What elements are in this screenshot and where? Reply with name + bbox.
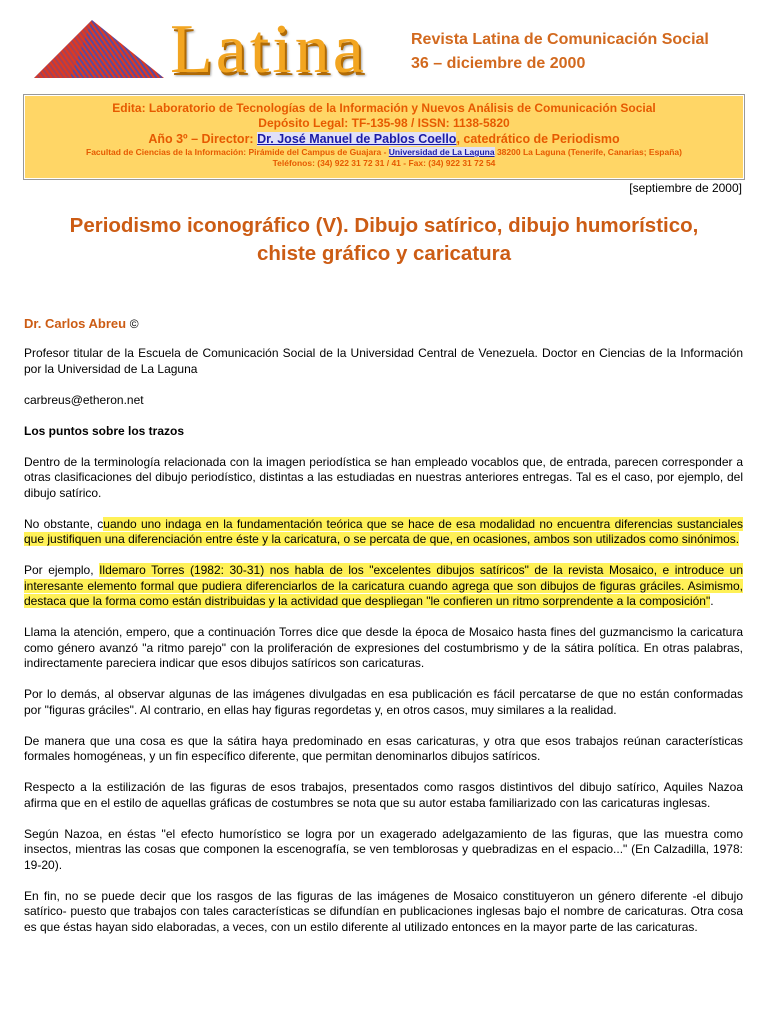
paragraph: De manera que una cosa es que la sátira haya predominado en esas caricaturas, y otra que esos trabajos reúnan características formales homogéneas, y un fin específico diferente, que permitan denominarlos dibujos satíricos. [24, 733, 743, 763]
issue-line [411, 52, 709, 76]
legal-deposit-line: Depósito Legal: TF-135-98 / ISSN: 1138-5820 [258, 116, 510, 130]
section-heading: Los puntos sobre los trazos [24, 423, 185, 438]
paragraph: Por lo demás, al observar algunas de las imágenes divulgadas en esa publicación es fácil percatarse de que no están conformadas por "figuras gráciles". Al contrario, en ellas hay figuras regordetas y, en otros casos, muy similares a la realidad. [24, 687, 743, 717]
issue-date: – diciembre de 2000 [433, 55, 586, 72]
paragraph: Dentro de la terminología relacionada con la imagen periodística se han empleado vocablos que, de entrada, parecen corresponder a otras clasificaciones del dibujo periodístico, distintas a las estudiadas en nuestras anteriores entregas. Tal es el caso, por ejemplo, del dibujo satírico. [24, 454, 743, 500]
faculty-address-line: Facultad de Ciencias de la Información: Pirámide del Campus de Guajara - Universidad de La Laguna 38200 La Laguna (Tenerife, Canarias; España) [86, 147, 682, 157]
highlighted-text: uando uno indaga en la fundamentación teórica que se hace de esa modalidad no encuentra diferencias sustanciales que justifiquen una diferenciación entre éste y la caricatura, o se percata de que, en ocasiones, ambos son utilizados como sinónimos. [24, 516, 743, 546]
author-bio: Profesor titular de la Escuela de Comunicación Social de la Universidad Central de Venezuela. Doctor en Ciencias de la Información por la Universidad de La Laguna [24, 346, 743, 376]
striped-triangle-logo-icon [30, 14, 170, 90]
paragraph: Por ejemplo, Ildemaro Torres (1982: 30-31) nos habla de los "excelentes dibujos satíricos" de la revista Mosaico, e introduce un interesante elemento formal que pudiera diferenciarlos de la caricatura cuando agrega que son dibujos de figuras gráciles. Asimismo, destaca que la forma como están distribuidas y la actividad que despliegan "le confieren un ritmo sorprendente a la composición". [24, 563, 743, 608]
article-body [24, 346, 743, 951]
masthead [411, 28, 709, 76]
paragraph: Según Nazoa, en éstas "el efecto humorístico se logra por un exagerado adelgazamiento de las figuras, que las muestra como insectos, mientras las cosas que componen la escenografía, se ven temblorosas y quebradizas en el espacio..." (En Calzadilla, 1978: 19-20). [24, 826, 743, 872]
paragraph: Respecto a la estilización de las figuras de esos trabajos, presentados como rasgos distintivos del dibujo satírico, Aquiles Nazoa afirma que en el estilo de aquellas gráficas de costumbres se nota que su autor estaba familiarizado con las caricaturas inglesas. [24, 780, 743, 810]
university-link[interactable]: Universidad de La Laguna [388, 147, 495, 157]
logo-wordmark: Latina [170, 11, 367, 88]
copyright-symbol: © [129, 317, 139, 331]
director-link[interactable]: Dr. José Manuel de Pablos Coello [257, 132, 457, 146]
article-title: Periodismo iconográfico (V). Dibujo satírico, dibujo humorístico, chiste gráfico y caricatura [69, 214, 699, 265]
publisher-info-box [24, 95, 744, 179]
paragraph: En fin, no se puede decir que los rasgos de las figuras de las imágenes de Mosaico constituyeron un género diferente -el dibujo satírico- puesto que trabajos con tales características se difundían en publicaciones inglesas bajo el nombre de caricaturas. Otra cosa es que éstas hayan sido elaboradas, a veces, con un estilo diferente al utilizado entonces en la mayor parte de las caricaturas. [24, 888, 743, 934]
phone-fax-line: Teléfonos: (34) 922 31 72 31 / 41 - Fax: (34) 922 31 72 54 [272, 158, 496, 168]
director-line: Año 3º – Director: Dr. José Manuel de Pablos Coello, catedrático de Periodismo [148, 132, 620, 146]
latina-logo[interactable] [30, 11, 390, 90]
article-date: [septiembre de 2000] [629, 181, 742, 195]
journal-title: Revista Latina de Comunicación Social [411, 31, 709, 48]
highlighted-text: Ildemaro Torres (1982: 30-31) nos habla de los "excelentes dibujos satíricos" de la revista Mosaico, e introduce un interesante elemento formal que pudiera diferenciarlos de la caricatura cuando agrega que son dibujos de figuras gráciles. Asimismo, destaca que la forma como están distribuidas y la actividad que despliegan "le confieren un ritmo sorprendente a la composición" [24, 563, 743, 608]
issue-number: 36 [411, 55, 429, 72]
paragraph: No obstante, cuando uno indaga en la fundamentación teórica que se hace de esa modalidad no encuentra diferencias sustanciales que justifiquen una diferenciación entre éste y la caricatura, o se percata de que, en ocasiones, ambos son utilizados como sinónimos. [24, 516, 743, 546]
author-email: carbreus@etheron.net [24, 392, 144, 407]
author-name: Dr. Carlos Abreu © [24, 316, 139, 331]
publisher-line: Edita: Laboratorio de Tecnologías de la Información y Nuevos Análisis de Comunicación Social [112, 101, 656, 115]
paragraph: Llama la atención, empero, que a continuación Torres dice que desde la época de Mosaico hasta fines del guzmancismo la caricatura como género avanzó "a ritmo parejo" con la proliferación de expresiones del costumbrismo y de la sátira política. En otras palabras, indirectamente pareciera indicar que esos dibujos satíricos son caricaturas. [24, 625, 743, 670]
